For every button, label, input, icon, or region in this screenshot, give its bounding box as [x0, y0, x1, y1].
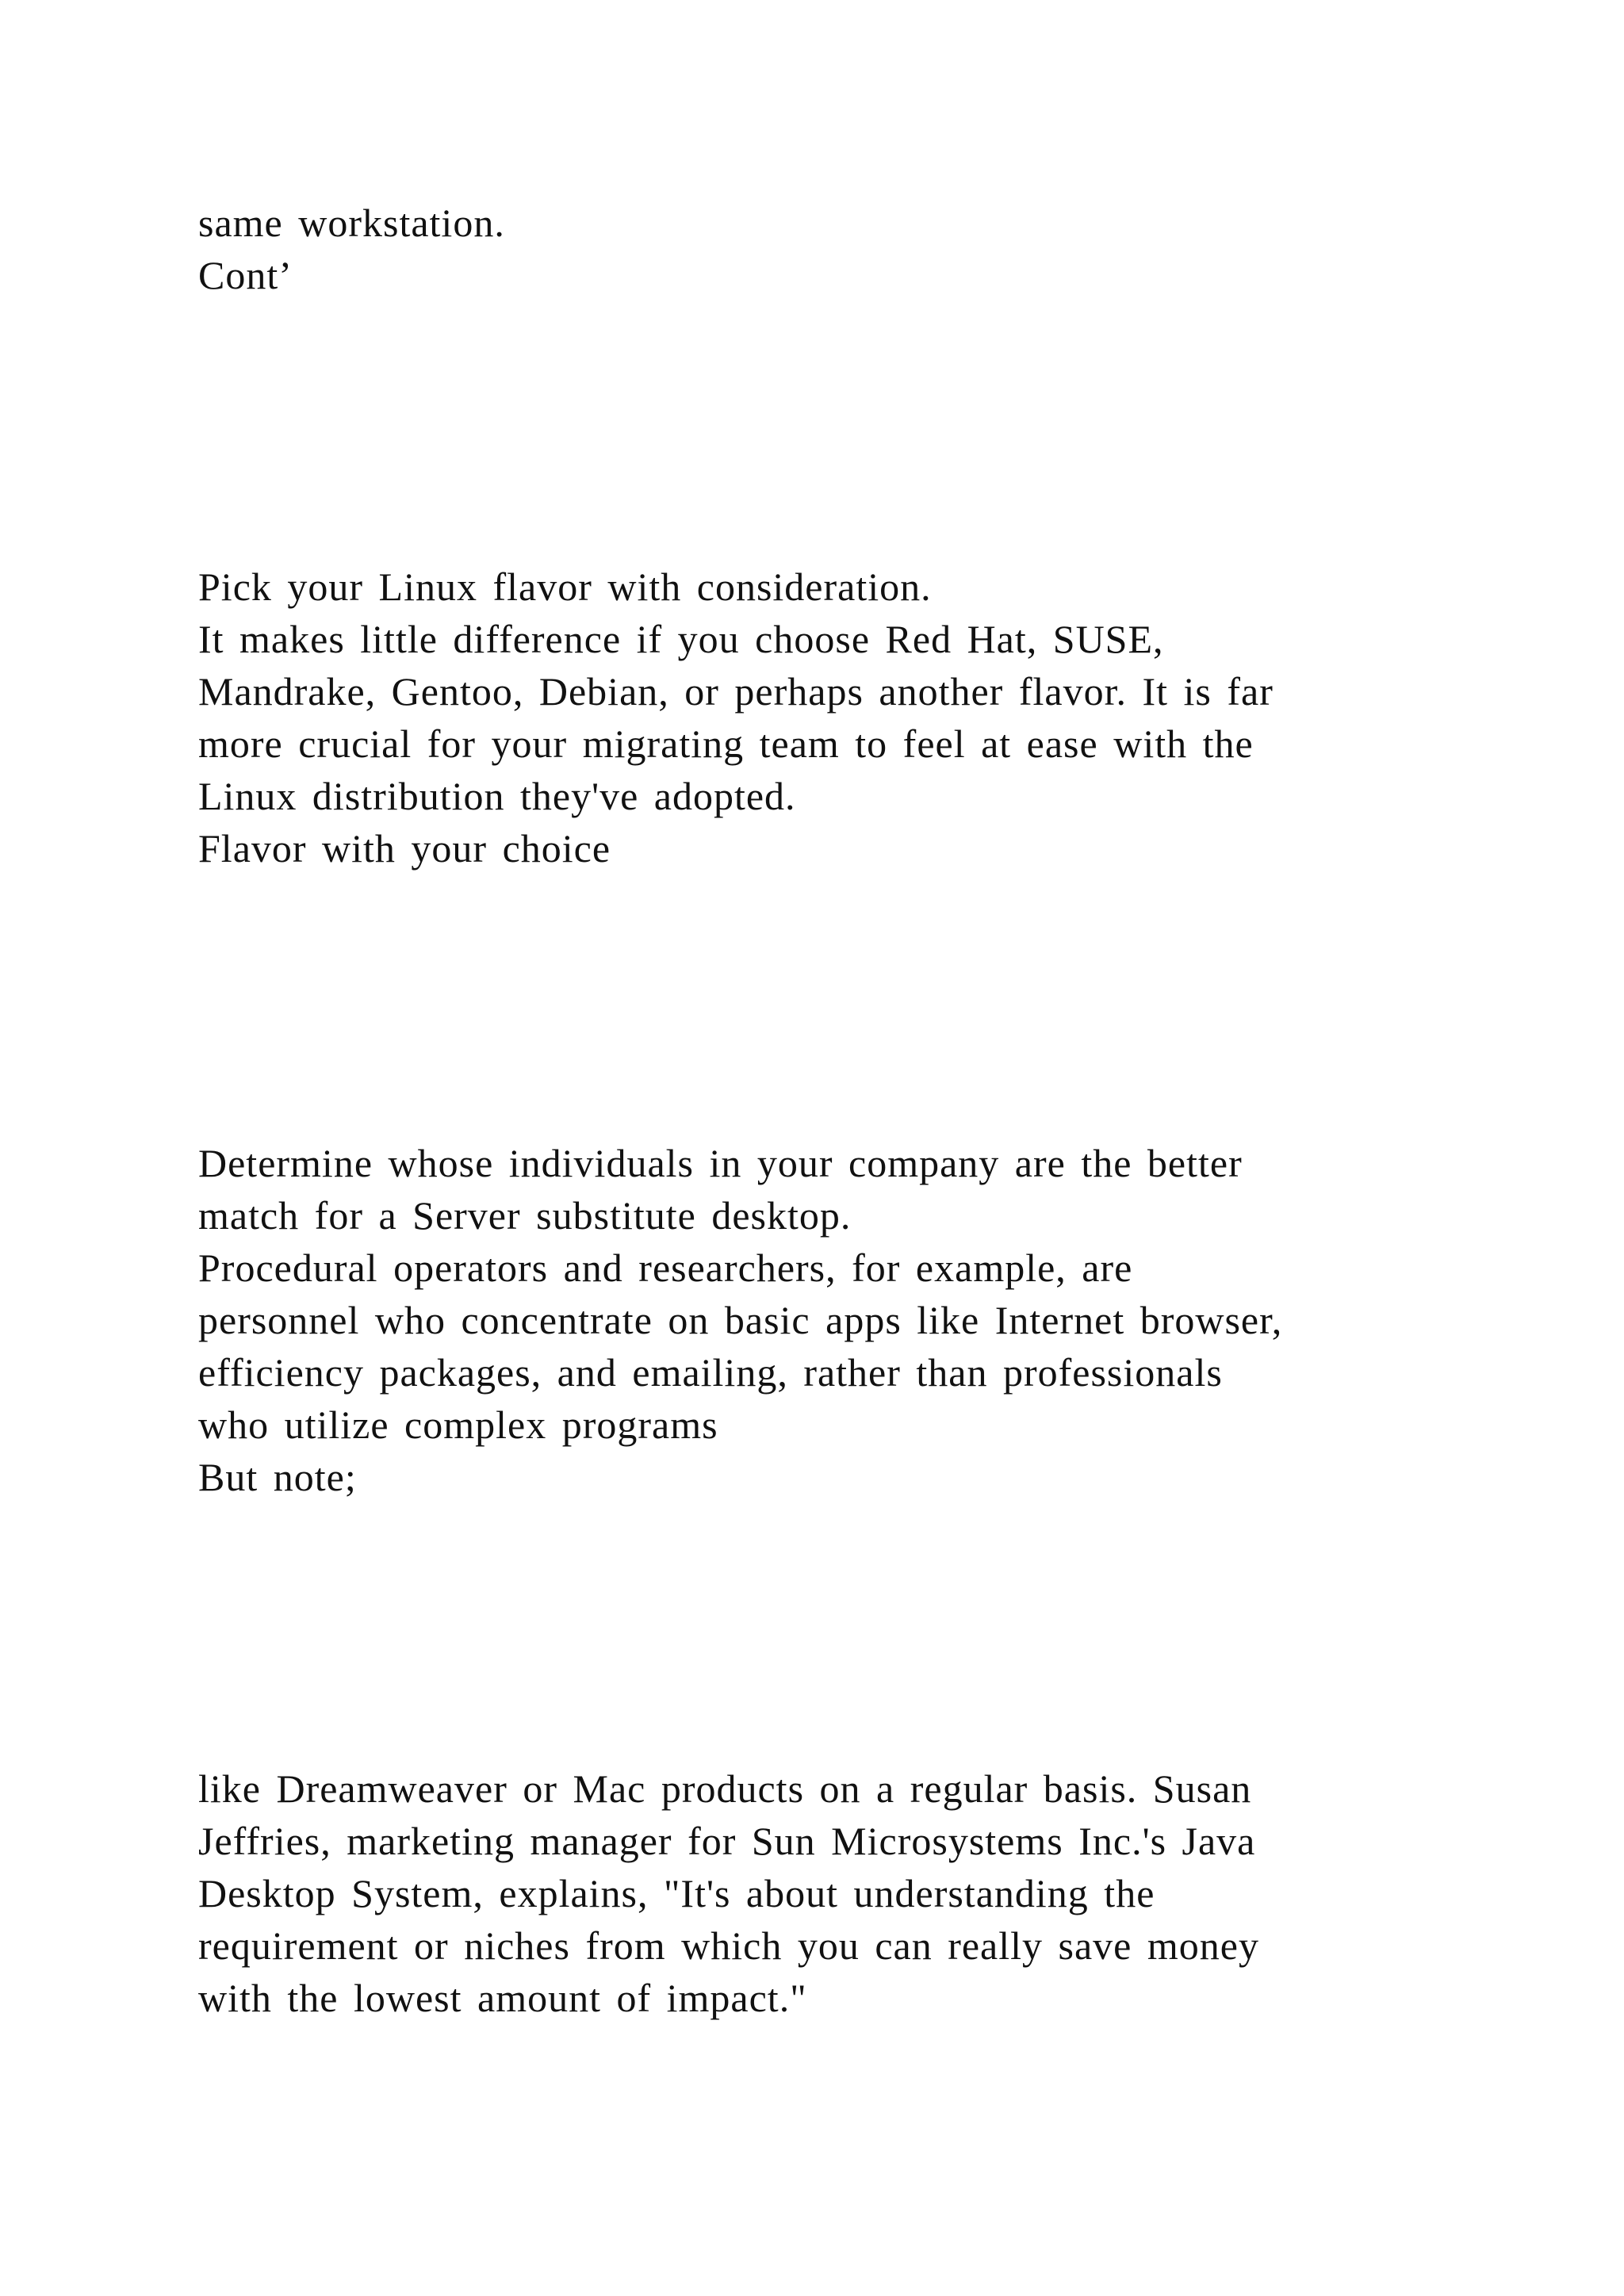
- text-line: Jeffries, marketing manager for Sun Microsystems Inc.'s Java: [198, 1819, 1256, 1863]
- text-line: Mandrake, Gentoo, Debian, or perhaps another flavor. It is far: [198, 669, 1274, 714]
- text-line: requirement or niches from which you can really save money: [198, 1923, 1259, 1968]
- text-line: Flavor with your choice: [198, 826, 611, 871]
- text-line: It makes little difference if you choose Red Hat, SUSE,: [198, 617, 1164, 661]
- text-line: with the lowest amount of impact.": [198, 1976, 807, 2020]
- heading-determine-individuals: Determine whose individuals in your company are the better: [198, 1141, 1243, 1185]
- heading-pick-linux-flavor: Pick your Linux flavor with consideration.: [198, 564, 932, 609]
- text-line: personnel who concentrate on basic apps like Internet browser,: [198, 1298, 1283, 1342]
- text-line: like Dreamweaver or Mac products on a regular basis. Susan: [198, 1766, 1252, 1811]
- text-line: Cont’: [198, 253, 293, 297]
- text-line: who utilize complex programs: [198, 1402, 718, 1447]
- text-line: Procedural operators and researchers, for example, are: [198, 1246, 1133, 1290]
- text-line: same workstation.: [198, 201, 505, 245]
- text-line: more crucial for your migrating team to feel at ease with the: [198, 721, 1254, 766]
- text-line: But note;: [198, 1455, 357, 1499]
- text-line: efficiency packages, and emailing, rather than professionals: [198, 1350, 1223, 1395]
- text-line: match for a Server substitute desktop.: [198, 1193, 852, 1238]
- text-line: Linux distribution they've adopted.: [198, 774, 796, 818]
- text-line: Desktop System, explains, "It's about understanding the: [198, 1871, 1155, 1915]
